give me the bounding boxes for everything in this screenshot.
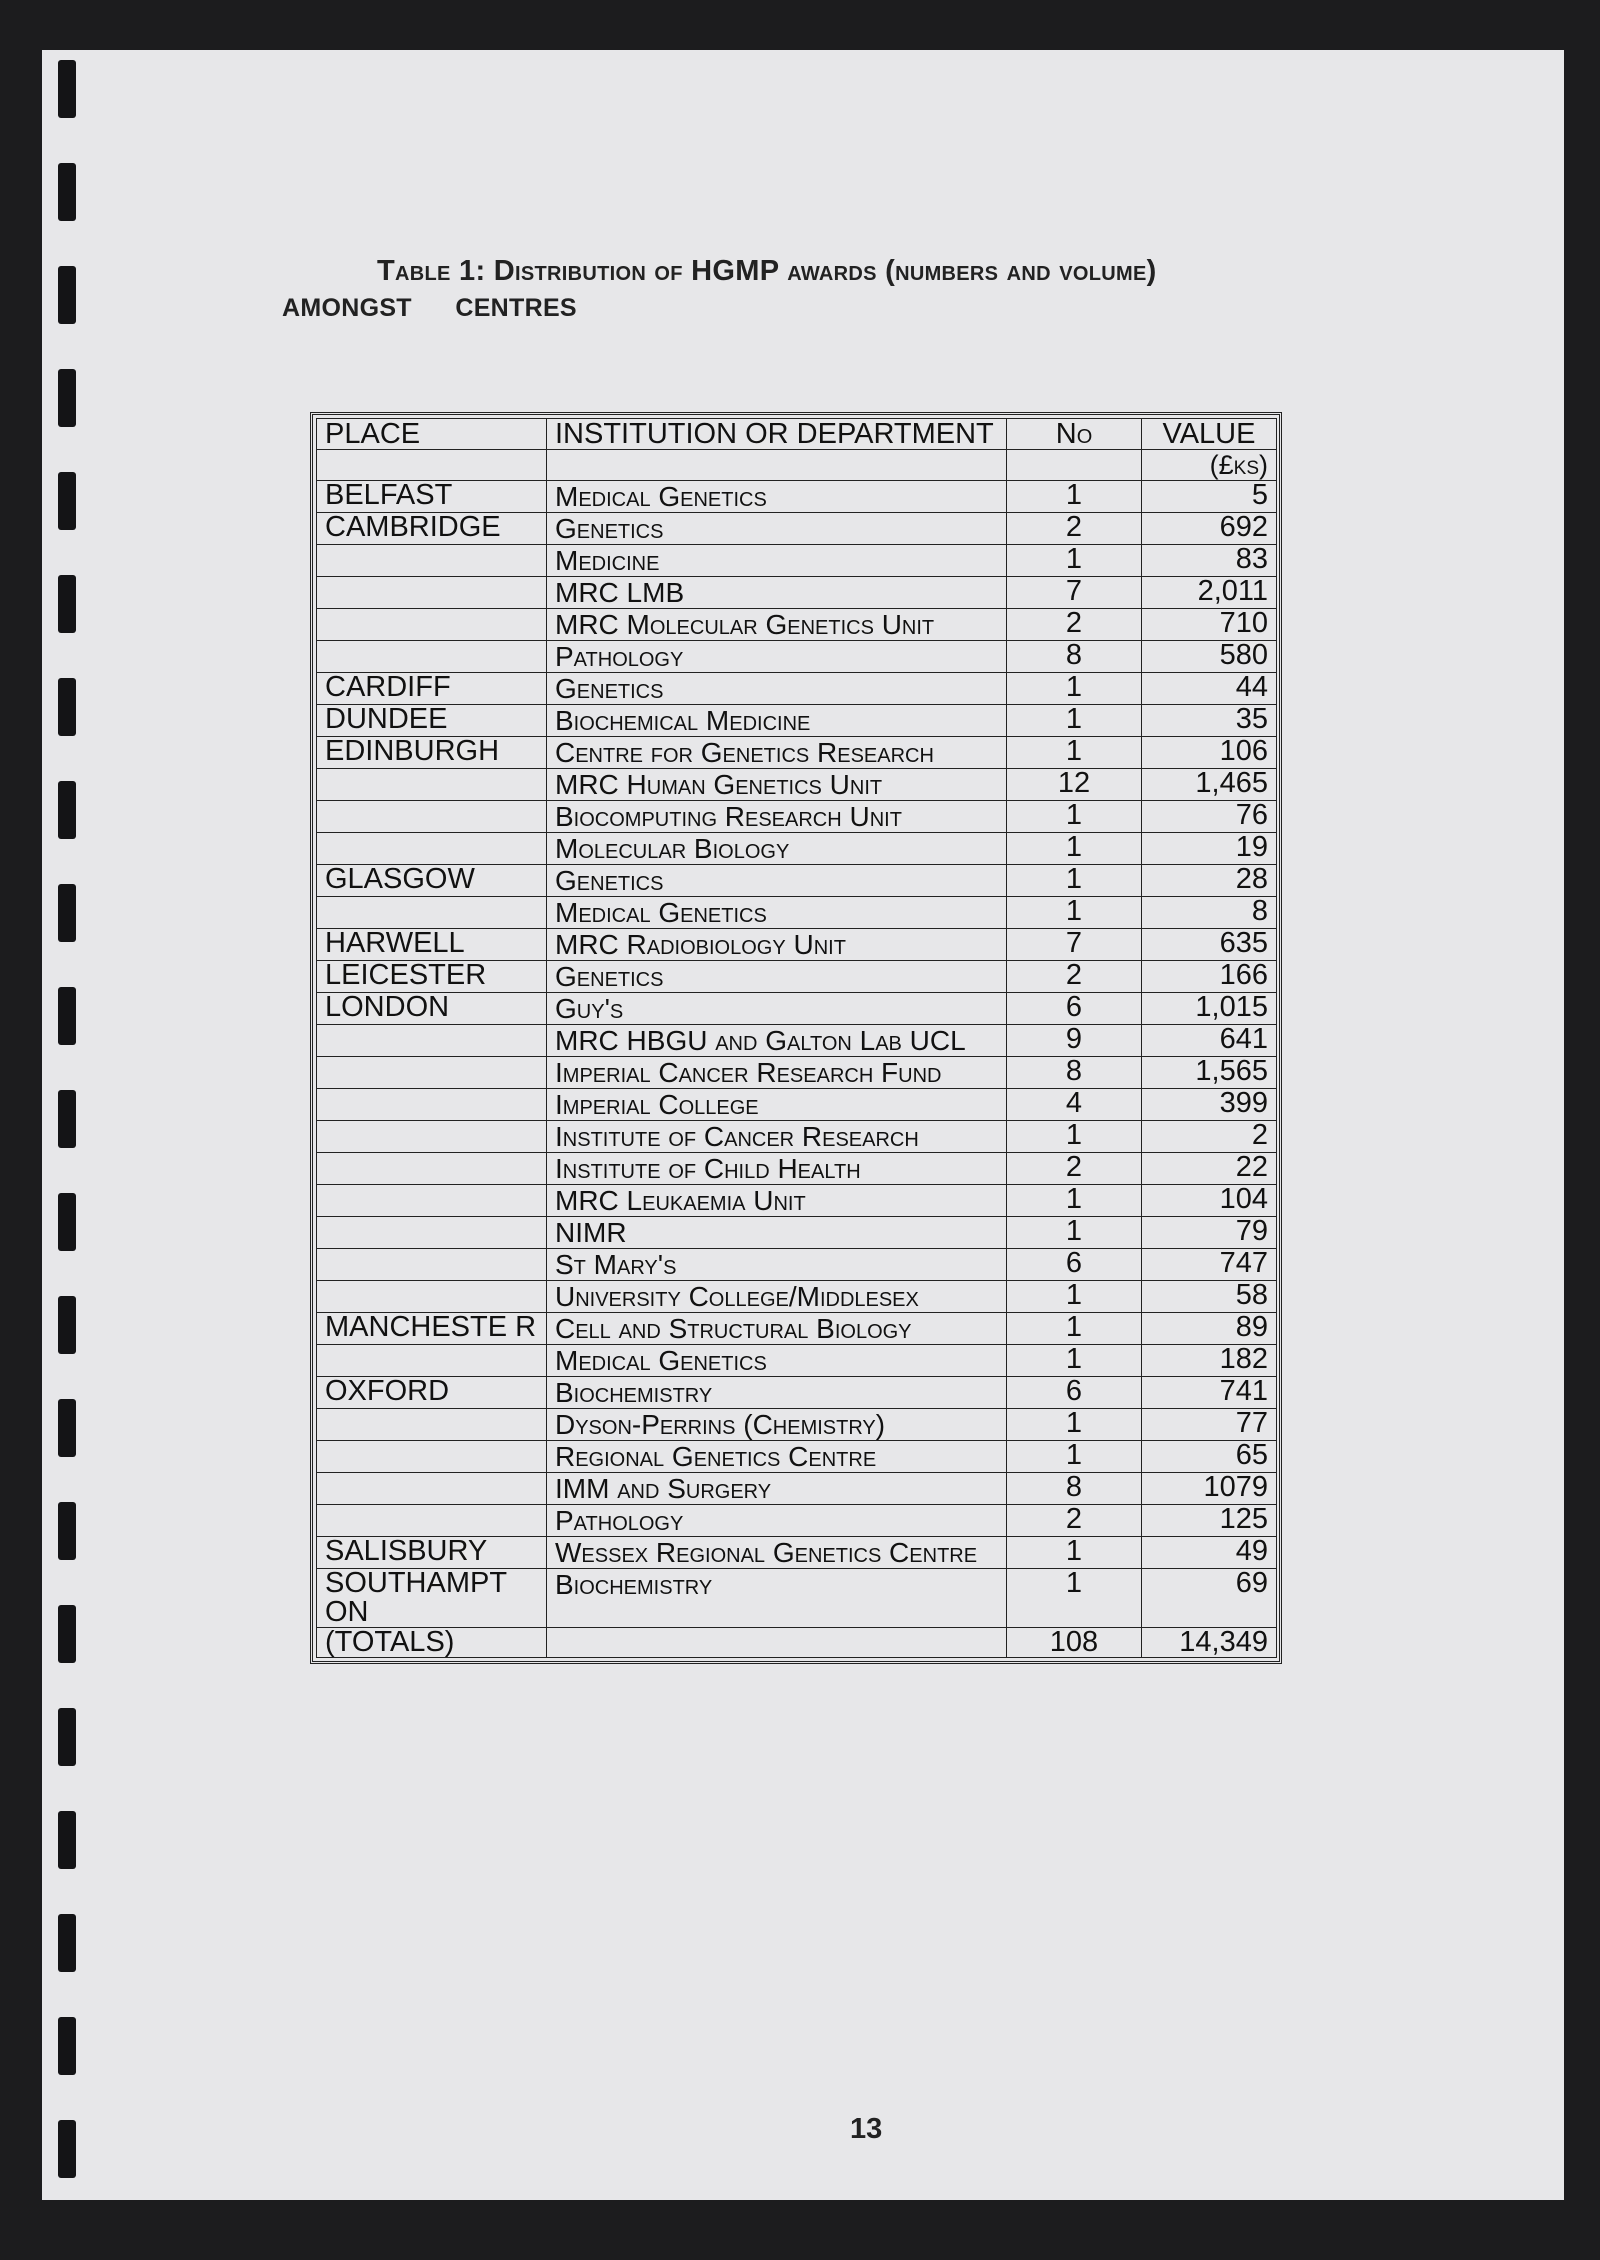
table-row [317, 1441, 1277, 1473]
value-cell: 69 [1142, 1569, 1277, 1628]
count-cell: 1 [1007, 1281, 1142, 1313]
place-cell [317, 545, 547, 577]
binding-hole [58, 1399, 76, 1457]
value-cell: 8 [1142, 897, 1277, 929]
binding-hole [58, 1811, 76, 1869]
table-row [317, 1153, 1277, 1185]
place-cell [317, 1025, 547, 1057]
institution-cell: MRC LMB [547, 577, 1007, 609]
count-cell: 6 [1007, 1377, 1142, 1409]
binding-hole [58, 575, 76, 633]
institution-cell: Genetics [547, 673, 1007, 705]
subheader-empty-place [317, 450, 547, 481]
table-row [317, 1057, 1277, 1089]
count-cell: 1 [1007, 737, 1142, 769]
count-cell: 7 [1007, 929, 1142, 961]
count-cell: 1 [1007, 1441, 1142, 1473]
table-row [317, 737, 1277, 769]
count-cell: 1 [1007, 1569, 1142, 1628]
header-no: No [1007, 419, 1142, 450]
institution-cell: Genetics [547, 961, 1007, 993]
count-cell: 8 [1007, 1473, 1142, 1505]
title-line-1: Table 1: Distribution of HGMP awards (numbers and volume) [377, 255, 1157, 287]
page-number: 13 [850, 2113, 883, 2145]
binding-hole [58, 60, 76, 118]
table-row [317, 1217, 1277, 1249]
institution-cell: Guy's [547, 993, 1007, 1025]
count-cell: 6 [1007, 993, 1142, 1025]
awards-table [316, 418, 1277, 1658]
document-page [42, 50, 1564, 2200]
value-cell: 182 [1142, 1345, 1277, 1377]
institution-cell: Biocomputing Research Unit [547, 801, 1007, 833]
count-cell: 1 [1007, 673, 1142, 705]
count-cell: 2 [1007, 1153, 1142, 1185]
institution-cell: Biochemical Medicine [547, 705, 1007, 737]
table-row [317, 865, 1277, 897]
value-cell: 641 [1142, 1025, 1277, 1057]
institution-cell: Centre for Genetics Research [547, 737, 1007, 769]
table-row [317, 545, 1277, 577]
count-cell: 1 [1007, 1217, 1142, 1249]
table-row [317, 961, 1277, 993]
place-cell: DUNDEE [317, 705, 547, 737]
count-cell: 8 [1007, 641, 1142, 673]
place-cell: OXFORD [317, 1377, 547, 1409]
table-row [317, 1345, 1277, 1377]
table-row [317, 1089, 1277, 1121]
table-row [317, 1185, 1277, 1217]
count-cell: 2 [1007, 609, 1142, 641]
institution-cell: Genetics [547, 513, 1007, 545]
value-cell: 89 [1142, 1313, 1277, 1345]
binding-hole [58, 884, 76, 942]
value-cell: 65 [1142, 1441, 1277, 1473]
awards-table-frame [310, 412, 1282, 1664]
place-cell [317, 609, 547, 641]
count-cell: 12 [1007, 769, 1142, 801]
table-row [317, 1281, 1277, 1313]
binding-hole [58, 163, 76, 221]
value-cell: 741 [1142, 1377, 1277, 1409]
count-cell: 1 [1007, 481, 1142, 513]
count-cell: 1 [1007, 865, 1142, 897]
binding-hole [58, 2120, 76, 2178]
place-cell [317, 1441, 547, 1473]
institution-cell: Biochemistry [547, 1569, 1007, 1628]
value-cell: 106 [1142, 737, 1277, 769]
table-row [317, 1313, 1277, 1345]
table-row [317, 1025, 1277, 1057]
place-cell [317, 1249, 547, 1281]
table-row [317, 641, 1277, 673]
count-cell: 1 [1007, 1537, 1142, 1569]
binding-hole [58, 472, 76, 530]
table-row [317, 1537, 1277, 1569]
value-cell: 49 [1142, 1537, 1277, 1569]
value-cell: 22 [1142, 1153, 1277, 1185]
institution-cell: Pathology [547, 1505, 1007, 1537]
binding-hole [58, 1914, 76, 1972]
count-cell: 1 [1007, 801, 1142, 833]
place-cell [317, 1185, 547, 1217]
institution-cell: Wessex Regional Genetics Centre [547, 1537, 1007, 1569]
place-cell [317, 1409, 547, 1441]
binding-hole [58, 1296, 76, 1354]
table-row [317, 1569, 1277, 1628]
table-row [317, 1473, 1277, 1505]
value-cell: 79 [1142, 1217, 1277, 1249]
count-cell: 1 [1007, 1185, 1142, 1217]
table-row [317, 705, 1277, 737]
value-cell: 166 [1142, 961, 1277, 993]
header-value-unit: (£ks) [1142, 450, 1277, 481]
subheader-empty-no [1007, 450, 1142, 481]
institution-cell: Medicine [547, 545, 1007, 577]
place-cell [317, 801, 547, 833]
count-cell: 6 [1007, 1249, 1142, 1281]
table-row [317, 929, 1277, 961]
place-cell: GLASGOW [317, 865, 547, 897]
table-title [282, 255, 1432, 323]
institution-cell [547, 1628, 1007, 1658]
count-cell: 1 [1007, 833, 1142, 865]
institution-cell: MRC Human Genetics Unit [547, 769, 1007, 801]
place-cell [317, 1057, 547, 1089]
institution-cell: Genetics [547, 865, 1007, 897]
count-cell: 1 [1007, 1313, 1142, 1345]
value-cell: 1,565 [1142, 1057, 1277, 1089]
institution-cell: MRC HBGU and Galton Lab UCL [547, 1025, 1007, 1057]
table-header-row [317, 419, 1277, 450]
value-cell: 580 [1142, 641, 1277, 673]
institution-cell: Medical Genetics [547, 897, 1007, 929]
table-row [317, 993, 1277, 1025]
header-place: PLACE [317, 419, 547, 450]
value-cell: 692 [1142, 513, 1277, 545]
table-row [317, 1409, 1277, 1441]
count-cell: 2 [1007, 1505, 1142, 1537]
place-cell: (TOTALS) [317, 1628, 547, 1658]
count-cell: 1 [1007, 1121, 1142, 1153]
binding-hole [58, 987, 76, 1045]
institution-cell: Institute of Cancer Research [547, 1121, 1007, 1153]
value-cell: 399 [1142, 1089, 1277, 1121]
table-row [317, 833, 1277, 865]
table-row [317, 481, 1277, 513]
institution-cell: Molecular Biology [547, 833, 1007, 865]
count-cell: 1 [1007, 1345, 1142, 1377]
table-row [317, 577, 1277, 609]
value-cell: 125 [1142, 1505, 1277, 1537]
header-institution: INSTITUTION OR DEPARTMENT [547, 419, 1007, 450]
institution-cell: University College/Middlesex [547, 1281, 1007, 1313]
institution-cell: Institute of Child Health [547, 1153, 1007, 1185]
table-row [317, 673, 1277, 705]
place-cell [317, 1281, 547, 1313]
value-cell: 1,015 [1142, 993, 1277, 1025]
table-row [317, 801, 1277, 833]
value-cell: 5 [1142, 481, 1277, 513]
place-cell [317, 897, 547, 929]
table-row [317, 1249, 1277, 1281]
count-cell: 4 [1007, 1089, 1142, 1121]
place-cell [317, 1473, 547, 1505]
value-cell: 2 [1142, 1121, 1277, 1153]
table-row [317, 769, 1277, 801]
place-cell [317, 833, 547, 865]
place-cell [317, 577, 547, 609]
value-cell: 35 [1142, 705, 1277, 737]
binding-hole [58, 1605, 76, 1663]
totals-row [317, 1628, 1277, 1658]
institution-cell: Cell and Structural Biology [547, 1313, 1007, 1345]
count-cell: 2 [1007, 513, 1142, 545]
binding-hole [58, 369, 76, 427]
place-cell: CAMBRIDGE [317, 513, 547, 545]
value-cell: 14,349 [1142, 1628, 1277, 1658]
table-row [317, 1121, 1277, 1153]
subheader-empty-institution [547, 450, 1007, 481]
institution-cell: St Mary's [547, 1249, 1007, 1281]
binding-hole [58, 1502, 76, 1560]
count-cell: 1 [1007, 705, 1142, 737]
value-cell: 635 [1142, 929, 1277, 961]
place-cell [317, 1505, 547, 1537]
binding-hole [58, 1193, 76, 1251]
value-cell: 104 [1142, 1185, 1277, 1217]
value-cell: 710 [1142, 609, 1277, 641]
count-cell: 1 [1007, 897, 1142, 929]
value-cell: 77 [1142, 1409, 1277, 1441]
value-cell: 28 [1142, 865, 1277, 897]
table-row [317, 1505, 1277, 1537]
value-cell: 1,465 [1142, 769, 1277, 801]
institution-cell: Imperial College [547, 1089, 1007, 1121]
place-cell [317, 1217, 547, 1249]
value-cell: 2,011 [1142, 577, 1277, 609]
institution-cell: Medical Genetics [547, 481, 1007, 513]
place-cell: SALISBURY [317, 1537, 547, 1569]
place-cell: SOUTHAMPT ON [317, 1569, 547, 1628]
binding-hole [58, 1090, 76, 1148]
value-cell: 58 [1142, 1281, 1277, 1313]
institution-cell: MRC Molecular Genetics Unit [547, 609, 1007, 641]
place-cell: CARDIFF [317, 673, 547, 705]
institution-cell: Pathology [547, 641, 1007, 673]
place-cell: HARWELL [317, 929, 547, 961]
count-cell: 108 [1007, 1628, 1142, 1658]
institution-cell: MRC Leukaemia Unit [547, 1185, 1007, 1217]
count-cell: 1 [1007, 1409, 1142, 1441]
count-cell: 9 [1007, 1025, 1142, 1057]
count-cell: 7 [1007, 577, 1142, 609]
count-cell: 1 [1007, 545, 1142, 577]
count-cell: 2 [1007, 961, 1142, 993]
place-cell: BELFAST [317, 481, 547, 513]
institution-cell: Imperial Cancer Research Fund [547, 1057, 1007, 1089]
header-value: VALUE [1142, 419, 1277, 450]
place-cell [317, 1345, 547, 1377]
table-row [317, 1377, 1277, 1409]
table-subheader-row [317, 450, 1277, 481]
value-cell: 747 [1142, 1249, 1277, 1281]
place-cell: LEICESTER [317, 961, 547, 993]
value-cell: 44 [1142, 673, 1277, 705]
institution-cell: MRC Radiobiology Unit [547, 929, 1007, 961]
place-cell [317, 1089, 547, 1121]
institution-cell: IMM and Surgery [547, 1473, 1007, 1505]
place-cell: EDINBURGH [317, 737, 547, 769]
place-cell: MANCHESTE R [317, 1313, 547, 1345]
place-cell [317, 641, 547, 673]
place-cell: LONDON [317, 993, 547, 1025]
binding-hole [58, 2017, 76, 2075]
value-cell: 76 [1142, 801, 1277, 833]
value-cell: 83 [1142, 545, 1277, 577]
institution-cell: Dyson-Perrins (Chemistry) [547, 1409, 1007, 1441]
institution-cell: Biochemistry [547, 1377, 1007, 1409]
value-cell: 19 [1142, 833, 1277, 865]
binding-hole [58, 781, 76, 839]
place-cell [317, 1153, 547, 1185]
binding-hole [58, 266, 76, 324]
binding-hole [58, 1708, 76, 1766]
table-row [317, 897, 1277, 929]
binding-hole [58, 678, 76, 736]
institution-cell: NIMR [547, 1217, 1007, 1249]
institution-cell: Medical Genetics [547, 1345, 1007, 1377]
value-cell: 1079 [1142, 1473, 1277, 1505]
count-cell: 8 [1007, 1057, 1142, 1089]
institution-cell: Regional Genetics Centre [547, 1441, 1007, 1473]
table-row [317, 513, 1277, 545]
place-cell [317, 1121, 547, 1153]
place-cell [317, 769, 547, 801]
table-row [317, 609, 1277, 641]
title-line-2: AMONGST CENTRES [282, 294, 577, 322]
